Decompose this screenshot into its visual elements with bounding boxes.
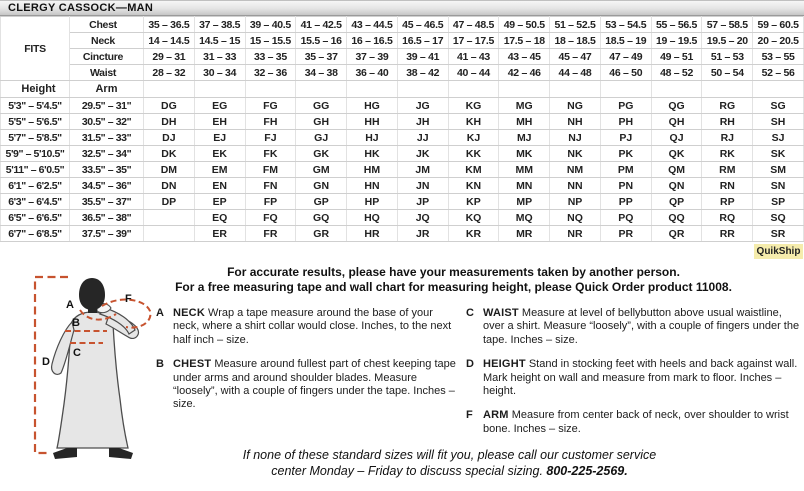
measure-value: 42 – 46: [499, 65, 550, 81]
measure-value: 57 – 58.5: [702, 17, 753, 33]
size-code-RM: RM: [702, 162, 753, 178]
size-code-FM: FM: [245, 162, 296, 178]
arm-range: 36.5" – 38": [70, 210, 144, 226]
size-code-EK: EK: [194, 146, 245, 162]
size-code-HP: HP: [347, 194, 398, 210]
measure-value: 40 – 44: [448, 65, 499, 81]
size-code-SP: SP: [753, 194, 804, 210]
note-line-1: For accurate results, please have your measurements taken by another person.: [227, 265, 680, 279]
axis-spacer-cell: [397, 81, 448, 98]
arm-range: 32.5" – 34": [70, 146, 144, 162]
size-code-MK: MK: [499, 146, 550, 162]
size-code-DK: DK: [144, 146, 195, 162]
right-shoe: [109, 448, 133, 459]
size-chart-table: [0, 16, 804, 242]
size-code-EM: EM: [194, 162, 245, 178]
diagram-label-c: C: [73, 347, 81, 359]
note-line-2: For a free measuring tape and wall chart for measuring height, please Quick Order product 11008.: [175, 280, 732, 294]
size-code-FN: FN: [245, 178, 296, 194]
size-code-MQ: MQ: [499, 210, 550, 226]
size-code-NK: NK: [550, 146, 601, 162]
size-code-PR: PR: [600, 226, 651, 242]
quikship-badge: QuikShip: [754, 244, 803, 259]
page-title: CLERGY CASSOCK—MAN: [0, 0, 804, 16]
size-code-QH: QH: [651, 114, 702, 130]
measure-value: 45 – 47: [550, 49, 601, 65]
instruction-term: HEIGHT: [483, 358, 526, 371]
instruction-letter: A: [156, 307, 164, 319]
size-code-NG: NG: [550, 98, 601, 114]
size-code-JN: JN: [397, 178, 448, 194]
instruction-waist: [466, 307, 802, 347]
cassock-measurement-diagram: [4, 272, 156, 466]
size-code-GQ: GQ: [296, 210, 347, 226]
axis-spacer-cell: [245, 81, 296, 98]
size-code-EQ: EQ: [194, 210, 245, 226]
size-code-KH: KH: [448, 114, 499, 130]
size-code-PM: PM: [600, 162, 651, 178]
measure-value: 33 – 35: [245, 49, 296, 65]
accuracy-notes: [148, 260, 804, 295]
size-code-JQ: JQ: [397, 210, 448, 226]
size-code-GJ: GJ: [296, 130, 347, 146]
size-code-QQ: QQ: [651, 210, 702, 226]
size-code-PJ: PJ: [600, 130, 651, 146]
diagram-label-b: B: [72, 317, 80, 329]
size-code-MH: MH: [499, 114, 550, 130]
size-code-NN: NN: [550, 178, 601, 194]
diagram-label-d: D: [42, 356, 50, 368]
size-code-PG: PG: [600, 98, 651, 114]
instruction-text: Wrap a tape measure around the base of your neck, where a shirt collar would close. Inches, to the next half inch – size.: [173, 307, 452, 346]
measure-value: 51 – 53: [702, 49, 753, 65]
size-code-KJ: KJ: [448, 130, 499, 146]
axis-spacer-cell: [347, 81, 398, 98]
axis-spacer-cell: [499, 81, 550, 98]
size-code-RP: RP: [702, 194, 753, 210]
size-code-QN: QN: [651, 178, 702, 194]
axis-spacer-cell: [702, 81, 753, 98]
size-code-FR: FR: [245, 226, 296, 242]
instruction-term: WAIST: [483, 307, 519, 319]
size-code-JJ: JJ: [397, 130, 448, 146]
size-code-KP: KP: [448, 194, 499, 210]
measure-value: 19 – 19.5: [651, 33, 702, 49]
size-code-FQ: FQ: [245, 210, 296, 226]
phone-number: 800-225-2569.: [546, 464, 628, 478]
size-code-HK: HK: [347, 146, 398, 162]
height-range: 5'7" – 5'8.5": [1, 130, 70, 146]
axis-spacer-cell: [296, 81, 347, 98]
measure-value: 20 – 20.5: [753, 33, 804, 49]
measure-value: 47 – 49: [600, 49, 651, 65]
size-code-RQ: RQ: [702, 210, 753, 226]
size-code-EG: EG: [194, 98, 245, 114]
measure-value: 31 – 33: [194, 49, 245, 65]
size-code-QM: QM: [651, 162, 702, 178]
measure-value: 48 – 52: [651, 65, 702, 81]
instruction-term: ARM: [483, 409, 509, 422]
footer-line-1: If none of these standard sizes will fit you, please call our customer service: [242, 448, 657, 462]
size-code-HN: HN: [347, 178, 398, 194]
measure-value: 41 – 43: [448, 49, 499, 65]
measure-value: 49 – 50.5: [499, 17, 550, 33]
measure-label-waist: Waist: [70, 65, 144, 81]
measure-value: 35 – 36.5: [144, 17, 195, 33]
size-code-QG: QG: [651, 98, 702, 114]
size-code-FJ: FJ: [245, 130, 296, 146]
size-code-NQ: NQ: [550, 210, 601, 226]
measure-label-neck: Neck: [70, 33, 144, 49]
height-range: 6'1" – 6'2.5": [1, 178, 70, 194]
measure-value: 16 – 16.5: [347, 33, 398, 49]
size-code-MM: MM: [499, 162, 550, 178]
measure-value: 14 – 14.5: [144, 33, 195, 49]
instruction-text: Measure from center back of neck, over shoulder to wrist bone. Inches – size.: [483, 409, 789, 435]
axis-spacer-cell: [448, 81, 499, 98]
instruction-neck: [156, 307, 456, 347]
size-code-RH: RH: [702, 114, 753, 130]
arm-range: 34.5" – 36": [70, 178, 144, 194]
size-code-FG: FG: [245, 98, 296, 114]
size-code-KM: KM: [448, 162, 499, 178]
height-range: 5'5" – 5'6.5": [1, 114, 70, 130]
instruction-body: [173, 307, 456, 347]
size-code-GR: GR: [296, 226, 347, 242]
measure-value: 29 – 31: [144, 49, 195, 65]
empty-size-cell: [144, 210, 195, 226]
size-code-GP: GP: [296, 194, 347, 210]
size-code-KG: KG: [448, 98, 499, 114]
size-code-NH: NH: [550, 114, 601, 130]
instruction-letter: D: [466, 358, 474, 371]
measure-value: 19.5 – 20: [702, 33, 753, 49]
measure-value: 47 – 48.5: [448, 17, 499, 33]
instructions-left-column: [156, 307, 456, 447]
instruction-term: NECK: [173, 307, 205, 319]
size-code-NR: NR: [550, 226, 601, 242]
size-code-DP: DP: [144, 194, 195, 210]
size-code-FP: FP: [245, 194, 296, 210]
size-code-PQ: PQ: [600, 210, 651, 226]
measure-value: 37 – 38.5: [194, 17, 245, 33]
size-code-HR: HR: [347, 226, 398, 242]
measure-value: 14.5 – 15: [194, 33, 245, 49]
size-code-NJ: NJ: [550, 130, 601, 146]
size-code-GN: GN: [296, 178, 347, 194]
arm-range: 30.5" – 32": [70, 114, 144, 130]
size-code-JM: JM: [397, 162, 448, 178]
instruction-text: Measure at level of bellybutton above usual waistline, over a shirt. Measure “loosely”, with a couple of fingers under the tape. Inches – size.: [483, 307, 800, 346]
measure-value: 49 – 51: [651, 49, 702, 65]
size-code-PK: PK: [600, 146, 651, 162]
instruction-height: [466, 358, 802, 398]
special-sizing-note: [150, 447, 749, 479]
size-code-RR: RR: [702, 226, 753, 242]
measure-label-cincture: Cincture: [70, 49, 144, 65]
measure-value: 59 – 60.5: [753, 17, 804, 33]
height-range: 5'11" – 6'0.5": [1, 162, 70, 178]
size-code-EN: EN: [194, 178, 245, 194]
size-code-RJ: RJ: [702, 130, 753, 146]
size-code-KN: KN: [448, 178, 499, 194]
size-code-MN: MN: [499, 178, 550, 194]
instruction-term: CHEST: [173, 358, 212, 371]
size-code-ER: ER: [194, 226, 245, 242]
instruction-body: [483, 307, 802, 347]
measure-value: 50 – 54: [702, 65, 753, 81]
size-code-MP: MP: [499, 194, 550, 210]
instruction-body: [483, 409, 802, 436]
size-code-KR: KR: [448, 226, 499, 242]
axis-spacer-cell: [651, 81, 702, 98]
size-code-DG: DG: [144, 98, 195, 114]
measure-value: 41 – 42.5: [296, 17, 347, 33]
measure-value: 39 – 41: [397, 49, 448, 65]
size-code-PN: PN: [600, 178, 651, 194]
axis-spacer-cell: [194, 81, 245, 98]
measure-value: 53 – 54.5: [600, 17, 651, 33]
size-code-GM: GM: [296, 162, 347, 178]
size-code-GK: GK: [296, 146, 347, 162]
size-code-SR: SR: [753, 226, 804, 242]
arm-range: 31.5" – 33": [70, 130, 144, 146]
size-code-HH: HH: [347, 114, 398, 130]
size-code-RK: RK: [702, 146, 753, 162]
instructions-right-column: [466, 307, 802, 447]
size-code-PP: PP: [600, 194, 651, 210]
size-code-GH: GH: [296, 114, 347, 130]
instruction-chest: [156, 358, 456, 412]
size-code-SM: SM: [753, 162, 804, 178]
axis-spacer-cell: [550, 81, 601, 98]
instruction-body: [173, 358, 456, 412]
footer-line-2: [150, 463, 749, 479]
size-code-NM: NM: [550, 162, 601, 178]
instruction-body: [483, 358, 802, 398]
measure-value: 15.5 – 16: [296, 33, 347, 49]
height-range: 6'3" – 6'4.5": [1, 194, 70, 210]
size-code-EJ: EJ: [194, 130, 245, 146]
lower-content: [148, 260, 804, 447]
size-code-SN: SN: [753, 178, 804, 194]
size-code-JK: JK: [397, 146, 448, 162]
measure-value: 34 – 38: [296, 65, 347, 81]
measure-value: 45 – 46.5: [397, 17, 448, 33]
diagram-label-f: F: [125, 293, 132, 305]
size-code-KK: KK: [448, 146, 499, 162]
size-code-MG: MG: [499, 98, 550, 114]
measure-value: 17 – 17.5: [448, 33, 499, 49]
size-code-DN: DN: [144, 178, 195, 194]
size-code-QJ: QJ: [651, 130, 702, 146]
left-shoe: [53, 448, 77, 459]
measure-value: 39 – 40.5: [245, 17, 296, 33]
measure-value: 32 – 36: [245, 65, 296, 81]
fits-cell: FITS: [1, 17, 70, 81]
size-code-MR: MR: [499, 226, 550, 242]
measure-value: 55 – 56.5: [651, 17, 702, 33]
size-code-QR: QR: [651, 226, 702, 242]
height-range: 6'5" – 6'6.5": [1, 210, 70, 226]
instruction-letter: F: [466, 409, 473, 422]
measure-value: 17.5 – 18: [499, 33, 550, 49]
size-code-SK: SK: [753, 146, 804, 162]
size-code-RG: RG: [702, 98, 753, 114]
measure-label-chest: Chest: [70, 17, 144, 33]
size-code-JP: JP: [397, 194, 448, 210]
size-code-SG: SG: [753, 98, 804, 114]
size-code-DJ: DJ: [144, 130, 195, 146]
measure-value: 38 – 42: [397, 65, 448, 81]
arm-column-header: Arm: [70, 81, 144, 98]
measure-value: 43 – 44.5: [347, 17, 398, 33]
height-range: 5'9" – 5'10.5": [1, 146, 70, 162]
size-code-NP: NP: [550, 194, 601, 210]
axis-spacer-cell: [600, 81, 651, 98]
height-range: 5'3" – 5'4.5": [1, 98, 70, 114]
axis-spacer-cell: [144, 81, 195, 98]
footer-text: center Monday – Friday to discuss special sizing.: [271, 464, 547, 478]
size-code-HG: HG: [347, 98, 398, 114]
instruction-arm: [466, 409, 802, 436]
size-code-QK: QK: [651, 146, 702, 162]
size-code-SH: SH: [753, 114, 804, 130]
instruction-text: Stand in stocking feet with heels and back against wall. Mark height on wall and measure from mark to floor. Inches – height.: [483, 358, 798, 398]
measure-value: 53 – 55: [753, 49, 804, 65]
arm-range: 35.5" – 37": [70, 194, 144, 210]
arm-range: 37.5" – 39": [70, 226, 144, 242]
measure-value: 30 – 34: [194, 65, 245, 81]
figure-head: [79, 278, 105, 310]
size-code-DM: DM: [144, 162, 195, 178]
size-code-QP: QP: [651, 194, 702, 210]
size-code-EP: EP: [194, 194, 245, 210]
height-column-header: Height: [1, 81, 70, 98]
size-code-GG: GG: [296, 98, 347, 114]
size-code-HM: HM: [347, 162, 398, 178]
measure-value: 44 – 48: [550, 65, 601, 81]
measure-value: 18 – 18.5: [550, 33, 601, 49]
size-code-HQ: HQ: [347, 210, 398, 226]
measure-value: 36 – 40: [347, 65, 398, 81]
size-code-JR: JR: [397, 226, 448, 242]
diagram-label-a: A: [66, 299, 74, 311]
quikship-row: [0, 242, 804, 260]
size-code-DH: DH: [144, 114, 195, 130]
size-code-JH: JH: [397, 114, 448, 130]
size-code-SQ: SQ: [753, 210, 804, 226]
size-code-SJ: SJ: [753, 130, 804, 146]
size-code-JG: JG: [397, 98, 448, 114]
instruction-letter: C: [466, 307, 474, 319]
size-code-EH: EH: [194, 114, 245, 130]
instruction-letter: B: [156, 358, 164, 371]
empty-size-cell: [144, 226, 195, 242]
size-code-HJ: HJ: [347, 130, 398, 146]
measuring-instructions: [148, 307, 804, 447]
instruction-text: Measure around fullest part of chest keeping tape under arms and around shoulder blades. Measure “loosely”, with a couple of fingers under the tape. Inches – size.: [173, 358, 456, 411]
measure-value: 35 – 37: [296, 49, 347, 65]
measure-value: 18.5 – 19: [600, 33, 651, 49]
measure-value: 46 – 50: [600, 65, 651, 81]
measure-value: 51 – 52.5: [550, 17, 601, 33]
size-code-FH: FH: [245, 114, 296, 130]
arm-range: 33.5" – 35": [70, 162, 144, 178]
measure-value: 16.5 – 17: [397, 33, 448, 49]
size-code-KQ: KQ: [448, 210, 499, 226]
size-code-PH: PH: [600, 114, 651, 130]
arm-range: 29.5" – 31": [70, 98, 144, 114]
size-code-MJ: MJ: [499, 130, 550, 146]
size-code-RN: RN: [702, 178, 753, 194]
measure-value: 52 – 56: [753, 65, 804, 81]
measure-value: 28 – 32: [144, 65, 195, 81]
size-code-FK: FK: [245, 146, 296, 162]
measure-value: 37 – 39: [347, 49, 398, 65]
lower-section: [0, 260, 804, 491]
axis-spacer-cell: [753, 81, 804, 98]
height-range: 6'7" – 6'8.5": [1, 226, 70, 242]
measure-value: 43 – 45: [499, 49, 550, 65]
measure-value: 15 – 15.5: [245, 33, 296, 49]
